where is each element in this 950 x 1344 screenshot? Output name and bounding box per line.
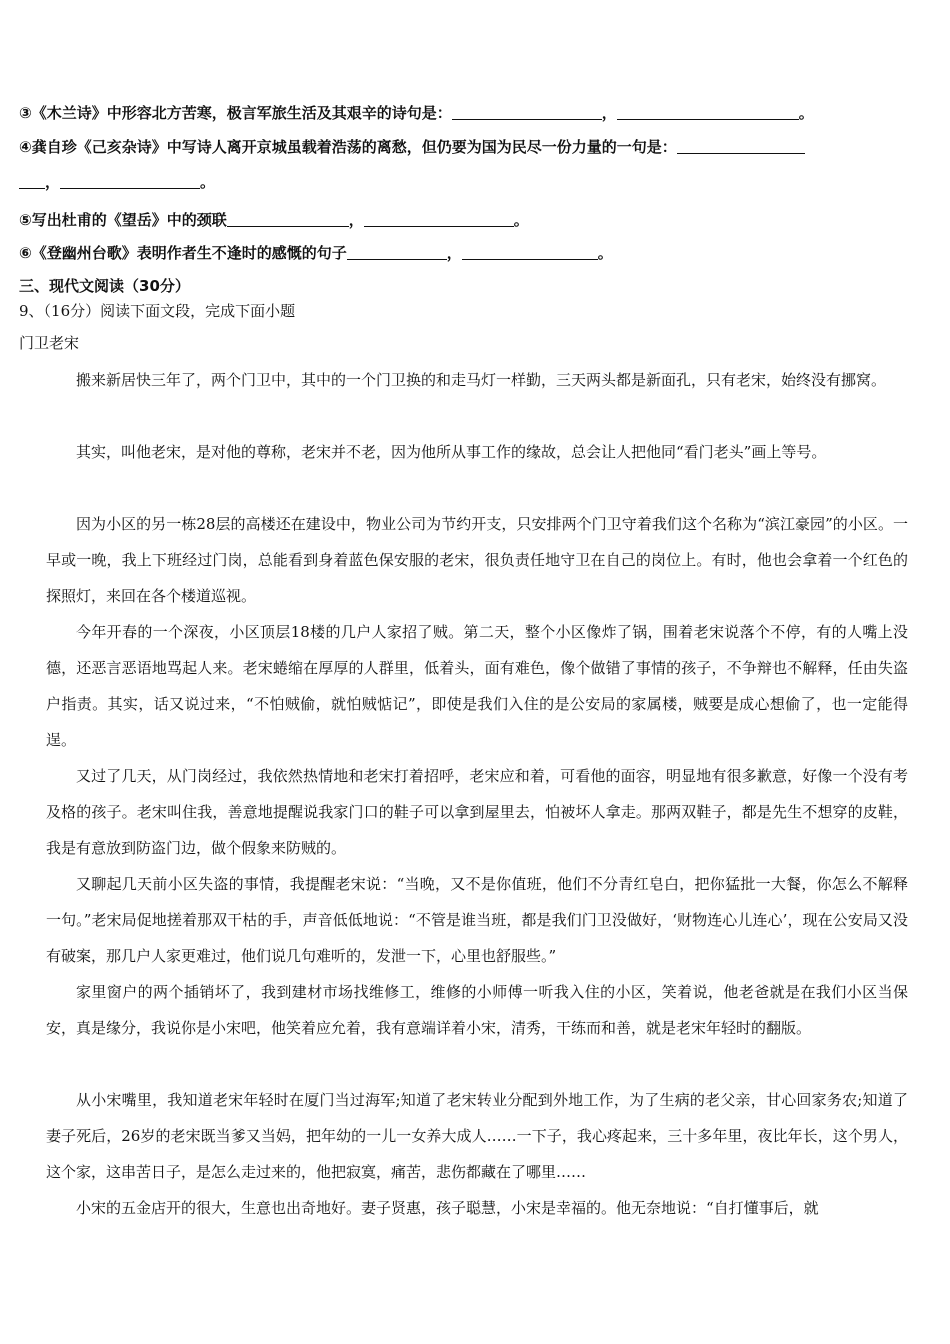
paragraph: 小宋的五金店开的很大，生意也出奇地好。妻子贤惠，孩子聪慧，小宋是幸福的。他无奈地说：“自打懂事后，就 xyxy=(76,1199,819,1217)
answer-blank[interactable] xyxy=(364,212,514,227)
answer-blank[interactable] xyxy=(19,174,45,189)
end-mark: 。 xyxy=(798,104,814,122)
section-heading: 三、现代文阅读（30分） xyxy=(19,277,190,295)
fill-question-3 xyxy=(19,103,814,123)
paragraph: 因为小区的另一栋28层的高楼还在建设中，物业公司为节约开支，只安排两个门卫守着我们这个名称为“滨江豪园”的小区。一早或一晚，我上下班经过门岗，总能看到身着蓝色保安服的老宋，很负责任地守卫在自己的岗位上。有时，他也会拿着一个红色的探照灯，来回在各个楼道巡视。 xyxy=(46,515,908,605)
answer-blank[interactable] xyxy=(617,105,799,120)
answer-blank[interactable] xyxy=(227,212,349,227)
end-mark: 。 xyxy=(200,173,216,191)
separator: ， xyxy=(601,104,617,122)
fill-question-5 xyxy=(19,210,529,230)
paragraph: 又聊起几天前小区失盗的事情，我提醒老宋说：“当晚，又不是你值班，他们不分青红皂白，把你猛批一大餐，你怎么不解释一句。”老宋局促地搓着那双干枯的手，声音低低地说：“不管是谁当班，都是我们门卫没做好，‘财物连心儿连心’，现在公安局又没有破案，那几户人家更难过，他们说几句难听的，发泄一下，心里也舒服些。” xyxy=(46,875,908,965)
fill-question-3-text: ③《木兰诗》中形容北方苦寒，极言军旅生活及其艰辛的诗句是： xyxy=(19,104,452,122)
story-title: 门卫老宋 xyxy=(19,334,80,352)
separator: ， xyxy=(348,211,364,229)
paragraph: 搬来新居快三年了，两个门卫中，其中的一个门卫换的和走马灯一样勤，三天两头都是新面孔，只有老宋，始终没有挪窝。 xyxy=(76,371,887,389)
answer-blank[interactable] xyxy=(347,245,447,260)
end-mark: 。 xyxy=(597,244,613,262)
separator: ， xyxy=(45,173,61,191)
fill-question-6 xyxy=(19,243,613,263)
paragraph: 又过了几天，从门岗经过，我依然热情地和老宋打着招呼，老宋应和着，可看他的面容，明显地有很多歉意，好像一个没有考及格的孩子。老宋叫住我，善意地提醒说我家门口的鞋子可以拿到屋里去，怕被坏人拿走。那两双鞋子，都是先生不想穿的皮鞋，我是有意放到防盗门边，做个假象来防贼的。 xyxy=(46,767,908,857)
fill-question-6-text: ⑥《登幽州台歌》表明作者生不逢时的感慨的句子 xyxy=(19,244,347,262)
question-instruction: 9、（16分）阅读下面文段，完成下面小题 xyxy=(19,302,296,320)
fill-question-4-text: ④龚自珍《己亥杂诗》中写诗人离开京城虽载着浩荡的离愁，但仍要为国为民尽一份力量的一句是： xyxy=(19,138,677,156)
paragraph: 其实，叫他老宋，是对他的尊称，老宋并不老，因为他所从事工作的缘故，总会让人把他同“看门老头”画上等号。 xyxy=(76,443,827,461)
fill-question-5-text: ⑤写出杜甫的《望岳》中的颈联 xyxy=(19,211,227,229)
answer-blank[interactable] xyxy=(452,105,602,120)
fill-question-4 xyxy=(19,137,805,157)
paragraph: 从小宋嘴里，我知道老宋年轻时在厦门当过海军;知道了老宋转业分配到外地工作，为了生病的老父亲，甘心回家务农;知道了妻子死后，26岁的老宋既当爹又当妈，把年幼的一儿一女养大成人……一下子，我心疼起来，三十多年里，夜比年长，这个男人，这个家，这串苦日子，是怎么走过来的，他把寂寞，痛苦，悲伤都藏在了哪里…… xyxy=(46,1091,908,1181)
answer-blank[interactable] xyxy=(462,245,598,260)
end-mark: 。 xyxy=(513,211,529,229)
answer-blank[interactable] xyxy=(60,174,200,189)
separator: ， xyxy=(446,244,462,262)
fill-question-4-cont xyxy=(19,172,215,192)
paragraph: 今年开春的一个深夜，小区顶层18楼的几户人家招了贼。第二天，整个小区像炸了锅，围着老宋说落个不停，有的人嘴上没德，还恶言恶语地骂起人来。老宋蜷缩在厚厚的人群里，低着头，面有难色，像个做错了事情的孩子，不争辩也不解释，任由失盗户指责。其实，话又说过来，“不怕贼偷，就怕贼惦记”，即使是我们入住的是公安局的家属楼，贼要是成心想偷了，也一定能得逞。 xyxy=(46,623,908,749)
answer-blank[interactable] xyxy=(677,139,805,154)
paragraph: 家里窗户的两个插销坏了，我到建材市场找维修工，维修的小师傅一听我入住的小区，笑着说，他老爸就是在我们小区当保安，真是缘分，我说你是小宋吧，他笑着应允着，我有意端详着小宋，清秀，干练而和善，就是老宋年轻时的翻版。 xyxy=(46,983,908,1037)
